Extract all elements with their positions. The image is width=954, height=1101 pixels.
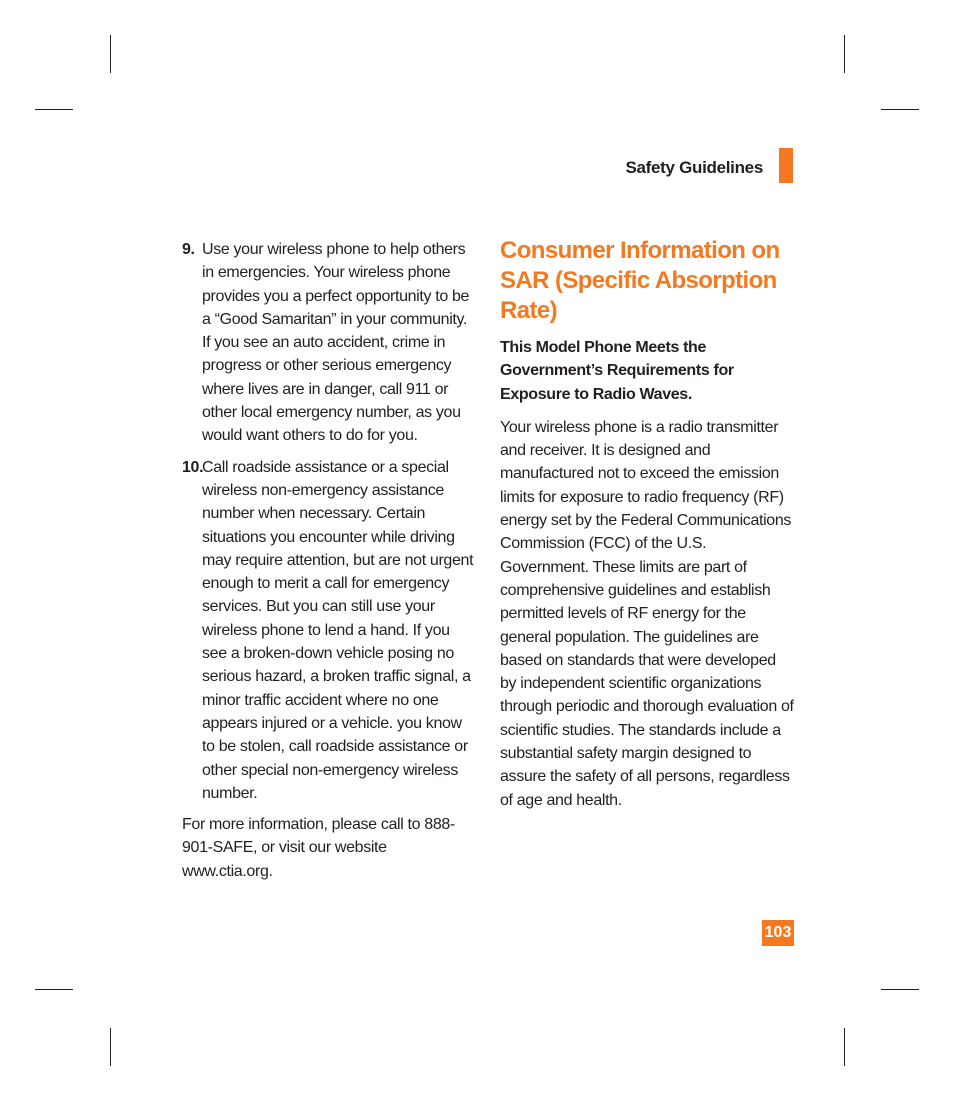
sar-section-title: Consumer Information on SAR (Specific Absorption Rate) [500,237,780,324]
contact-info-text: For more information, please call to 888-901-SAFE, or visit our website www.ctia.org. [182,816,455,880]
section-tab-marker [779,148,793,183]
list-item-text: Use your wireless phone to help others in emergencies. Your wireless phone provides you a perfect opportunity to be a “Good Samaritan” in your community. If you see an auto accident, crime in progress or other serious emergency where lives are in danger, call 911 or other local emergency number, as you would want others to do for you. [202,241,470,445]
list-item-10 [182,456,478,805]
section-header-title: Safety Guidelines [625,158,763,177]
list-item-text: Call roadside assistance or a special wireless non-emergency assistance number when necessary. Certain situations you encounter while driving may require attention, but are not urgent enough to merit a call for emergency services. But you can still use your wireless phone to lend a hand. If you see a broken-down vehicle posing no serious hazard, a broken traffic signal, a minor traffic accident where no one appears injured or a vehicle. you know to be stolen, call roadside assistance or other special non-emergency wireless number. [202,458,474,802]
crop-mark-bottom-left-vertical [110,1028,111,1066]
crop-mark-bottom-left-horizontal [35,989,73,990]
crop-mark-bottom-right-vertical [844,1028,845,1066]
right-column [500,236,796,812]
page-number: 103 [762,920,794,946]
left-column [182,238,478,883]
sar-subheading: This Model Phone Meets the Government’s Requirements for Exposure to Radio Waves. [500,339,734,403]
list-item-9 [182,238,478,448]
crop-mark-top-left-horizontal [35,109,73,110]
sar-body-text: Your wireless phone is a radio transmitter and receiver. It is designed and manufactured not to exceed the emission limits for exposure to radio frequency (RF) energy set by the Federal Communications Commission (FCC) of the U.S. Government. These limits are part of comprehensive guidelines and establish permitted levels of RF energy for the general population. The guidelines are based on standards that were developed by independent scientific organizations through periodic and thorough evaluation of scientific studies. The standards include a substantial safety margin designed to assure the safety of all persons, regardless of age and health. [500,418,794,809]
list-item-number: 10. [182,458,204,476]
list-item-number: 9. [182,241,195,258]
crop-mark-top-left-vertical [110,35,111,73]
crop-mark-top-right-horizontal [881,109,919,110]
crop-mark-bottom-right-horizontal [881,989,919,990]
crop-mark-top-right-vertical [844,35,845,73]
